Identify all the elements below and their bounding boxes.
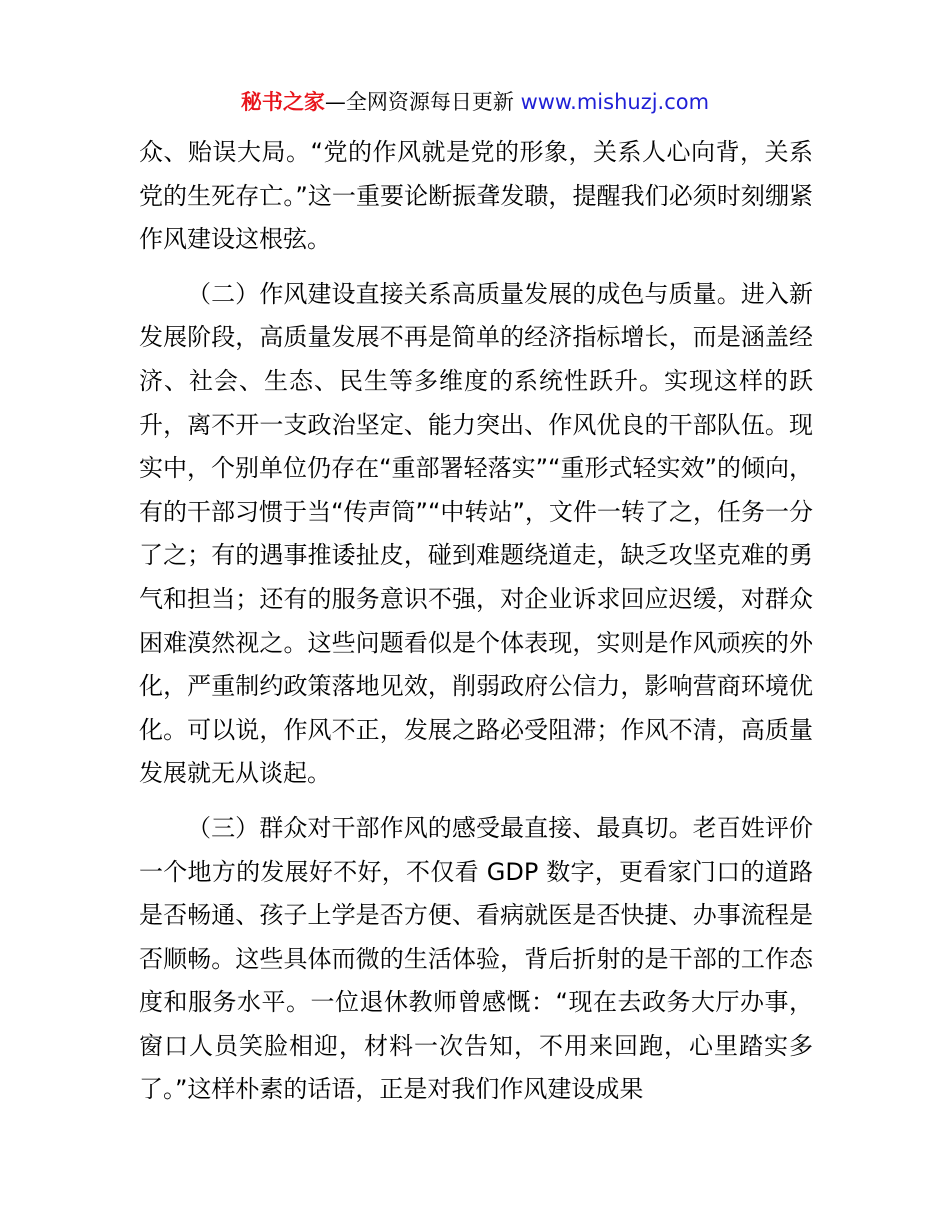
site-url-link[interactable]: www.mishuzj.com [520, 90, 710, 114]
paragraph-continuation: 众、贻误大局。“党的作风就是党的形象，关系人心向背，关系党的生死存亡。”这一重要论断振聋发聩，提醒我们必须时刻绷紧作风建设这根弦。 [139, 138, 813, 254]
page-header [0, 86, 950, 118]
paragraph-section-two: （二）作风建设直接关系高质量发展的成色与质量。进入新发展阶段，高质量发展不再是简单的经济指标增长，而是涵盖经济、社会、生态、民生等多维度的系统性跃升。实现这样的跃升，离不开一支政治坚定、能力突出、作风优良的干部队伍。现实中，个别单位仍存在“重部署轻落实”“重形式轻实效”的倾向，有的干部习惯于当“传声筒”“中转站”，文件一转了之，任务一分了之；有的遇事推诿扯皮，碰到难题绕道走，缺乏攻坚克难的勇气和担当；还有的服务意识不强，对企业诉求回应迟缓，对群众困难漠然视之。这些问题看似是个体表现，实则是作风顽疾的外化，严重制约政策落地见效，削弱政府公信力，影响营商环境优化。可以说，作风不正，发展之路必受阻滞；作风不清，高质量发展就无从谈起。 [139, 279, 813, 788]
paragraph-section-three: （三）群众对干部作风的感受最直接、最真切。老百姓评价一个地方的发展好不好，不仅看 GDP 数字，更看家门口的道路是否畅通、孩子上学是否方便、看病就医是否快捷、办事流程是否顺畅。这些具体而微的生活体验，背后折射的是干部的工作态度和服务水平。一位退休教师曾感慨：“现在去政务大厅办事，窗口人员笑脸相迎，材料一次告知，不用来回跑，心里踏实多了。”这样朴素的话语，正是对我们作风建设成果 [139, 813, 813, 1104]
header-tagline: —全网资源每日更新 [324, 90, 514, 114]
document-body [139, 131, 813, 1112]
brand-name: 秘书之家 [240, 90, 325, 114]
